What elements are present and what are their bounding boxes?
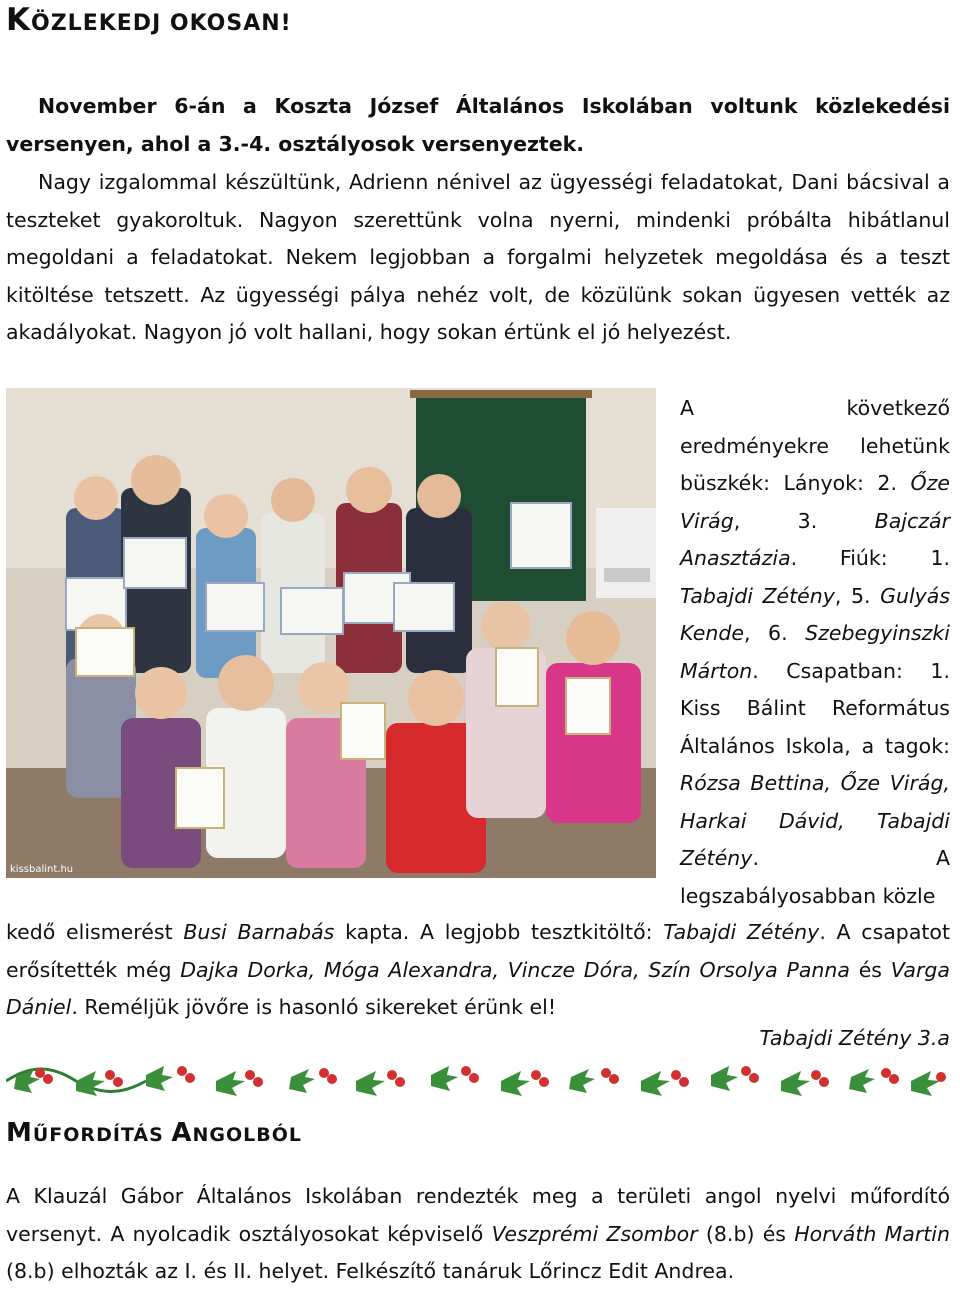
results-text: , 3. <box>733 508 875 533</box>
translation-text: A Klauzál Gábor Általános Iskolában rendezték meg a területi angol nyelvi műfordító versenyt. A nyolcadik osztályosokat képviselő <box>6 1184 950 1246</box>
results-text: . Csapatban: 1. Kiss Bálint Református Általános Iskola, a tagok: <box>680 658 950 758</box>
translation-text: (8.b) és <box>697 1221 795 1246</box>
translation-name: Veszprémi Zsombor <box>491 1221 698 1246</box>
results-text: A következő eredményekre lehetünk büszkék: Lányok: 2. <box>680 396 950 495</box>
title-initial: A <box>171 1118 193 1148</box>
bottom-paragraph <box>6 914 950 1027</box>
translation-text: (8.b) elhozták az I. és II. helyet. Felkészítő tanáruk Lőrincz Edit Andrea. <box>6 1259 735 1283</box>
results-name: Gulyás Kende <box>680 583 951 645</box>
bottom-text: kedő elismerést <box>6 920 184 944</box>
title-rest: ŰFORDÍTÁS <box>32 1124 172 1146</box>
results-text: , 5. <box>834 583 881 608</box>
title-initial: K <box>6 2 32 38</box>
results-text: , 6. <box>743 621 806 645</box>
photo-watermark: kissbalint.hu <box>10 864 74 875</box>
translation-name: Horváth Martin <box>794 1221 950 1246</box>
results-name: Őze Virág <box>680 471 950 533</box>
results-name: Bajczár Anasztázia <box>680 508 950 570</box>
bottom-name: Busi Barnabás <box>183 920 335 944</box>
bottom-text: és <box>849 957 891 982</box>
results-text: . A legszabályosabban közle <box>680 846 950 908</box>
bottom-text: . Reméljük jövőre is hasonló sikereket érünk el! <box>71 995 557 1019</box>
body-paragraph: Nagy izgalommal készültünk, Adrienn nénivel az ügyességi feladatokat, Dani bácsival a teszteket gyakoroltuk. Nagyon szerettünk volna nyerni, mindenki próbálta hibátlanul megoldani a feladatokat. Nekem legjobban a forgalmi helyzetek megoldása és a teszt kitöltése tetszett. Az ügyességi pálya nehéz volt, de közülünk sokan ügyesen vették az akadályokat. Nagyon jó volt hallani, hogy sokan értünk el jó helyezést. <box>6 170 950 344</box>
results-name: Rózsa Bettina, Őze Virág, Harkai Dávid, Tabajdi Zétény <box>680 771 950 870</box>
group-photo-illustration <box>6 388 656 878</box>
title-rest: NGOLBÓL <box>192 1124 303 1146</box>
group-photo <box>6 388 656 878</box>
results-text: . Fiúk: 1. <box>790 546 950 570</box>
section-title-muforditas <box>6 1118 302 1148</box>
section-title-kozlekedj <box>6 2 292 38</box>
results-paragraph <box>680 390 950 915</box>
bottom-text: kapta. A legjobb tesztkitöltő: <box>334 920 664 944</box>
results-name: Szebegyinszki Márton <box>680 621 950 683</box>
bottom-name: Tabajdi Zétény <box>663 920 820 944</box>
bottom-name: Varga Dániel <box>6 957 950 1019</box>
title-rest: ÖZLEKEDJ OKOSAN! <box>31 11 292 36</box>
title-initial: M <box>6 1118 33 1148</box>
bottom-name: Dajka Dorka, Móga Alexandra, Vincze Dóra, Szín Orsolya Panna <box>180 957 850 982</box>
bottom-text: . A csapatot erősítették még <box>6 920 951 982</box>
holly-divider <box>6 1055 954 1101</box>
translation-paragraph <box>6 1178 950 1291</box>
results-name: Tabajdi Zétény <box>680 583 835 608</box>
author-signature: Tabajdi Zétény 3.a <box>759 1026 950 1050</box>
intro-paragraph: November 6-án a Koszta József Általános Iskolában voltunk közlekedési versenyen, ahol a 3.-4. osztályosok versenyeztek. <box>6 94 950 156</box>
